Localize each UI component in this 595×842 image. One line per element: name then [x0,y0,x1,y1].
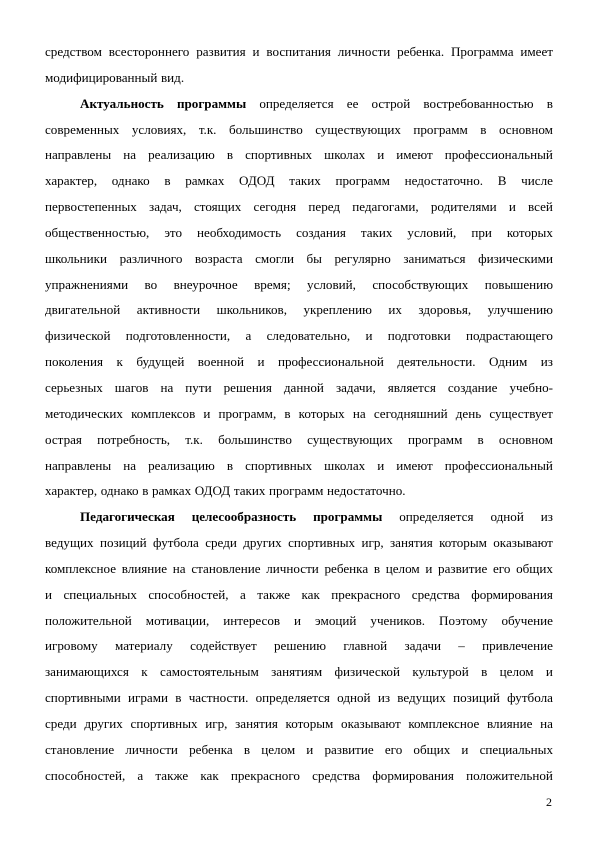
word: футбола [507,690,553,706]
word: и [45,586,53,602]
word: основном [498,431,553,447]
word: занятия [235,715,278,731]
word: школьников, [216,302,287,318]
word: всей [528,199,553,215]
word: оказывают [493,535,553,551]
word: влияние [487,715,533,731]
word: становление [191,560,261,576]
word: частности. [188,690,249,706]
word: а [137,767,144,783]
word: позиций [99,535,147,551]
word: определяется [259,95,334,111]
word: недостаточно. [327,483,406,499]
word: которым [285,715,334,731]
word: учебно- [509,379,553,395]
word: профессиональной [277,354,384,370]
word: ребенка. [397,44,445,59]
word: военной [197,354,244,370]
word: и [377,457,385,473]
word: на [123,147,137,163]
word: занятиям [271,664,323,680]
word: и [257,354,265,370]
word: В [497,173,507,189]
word: первостепенных [45,199,137,215]
word: развития [196,44,246,59]
word: других [84,715,123,731]
word: и [461,741,469,757]
word: средством [45,44,102,59]
text-line [45,401,553,427]
word: стоящих [194,199,242,215]
word: спортивных [288,535,356,551]
word: ведущих [397,690,446,706]
word: их [388,302,402,318]
word: которым [439,535,487,551]
word: профессиональный [444,457,553,473]
word: его [493,560,511,576]
word: характер, [45,173,98,189]
word: различного [119,250,183,266]
word: однако [111,173,150,189]
word: положительной [45,612,132,628]
page-number: 2 [546,795,552,809]
word: целом [499,664,534,680]
word: это [164,224,183,240]
word: культурой [412,664,469,680]
word: возраста [194,250,243,266]
word: острой [371,95,411,111]
word: занятия [389,535,433,551]
word: как [200,767,219,783]
word: основном [498,121,553,137]
word: современных [45,121,120,137]
word: в [546,95,553,111]
word: содействует [190,638,257,654]
word: недостаточно. [404,173,484,189]
text-line [45,582,553,608]
word: становление [45,741,115,757]
word: в [226,457,234,473]
word: к [116,354,123,370]
word: условиях, [131,121,187,137]
word: здоровья, [418,302,472,318]
word: физическими [478,250,553,266]
text-line [45,763,553,789]
word: решения [223,379,272,395]
word: реализацию [148,147,215,163]
word: имеют [396,147,433,163]
text-line [45,633,553,659]
word: спортивными [45,690,121,706]
word: а [245,328,252,344]
word: характер, [45,483,98,499]
word: формирования [372,767,454,783]
word: ведущих [45,535,94,551]
word: двигательной [45,302,121,318]
word: и [365,328,373,344]
word: которых [506,224,553,240]
word: общих [516,560,553,576]
bold-word: целесообразность [191,509,297,525]
word: спортивных [130,715,198,731]
word: родителями [430,199,497,215]
word: Одним [489,354,528,370]
word: и [377,147,385,163]
word: в [373,560,381,576]
word: интересов [223,612,281,628]
word: среди [45,715,77,731]
text-line [45,453,553,479]
text-line [45,323,553,349]
word: день [455,405,482,421]
word: развитие [438,560,488,576]
word: ОДОД [239,173,275,189]
text-line [45,246,553,272]
bold-word: Актуальность [80,95,164,111]
word: способностей, [148,586,229,602]
word: в [164,173,171,189]
text-line [45,39,553,65]
word: в [175,690,182,706]
word: существует [489,405,553,421]
word: способствующих [372,276,469,292]
word: определяется [255,690,330,706]
text-line [45,659,553,685]
text-line [45,427,553,453]
word: сегодня [253,199,297,215]
word: рамках [151,483,192,499]
word: позиций [453,690,500,706]
word: оказывают [341,715,401,731]
word: прекрасного [230,767,300,783]
word: на [123,457,137,473]
word: существующих [315,121,401,137]
word: спортивных [245,457,313,473]
word: физической [45,328,111,344]
word: на [540,715,553,731]
word: будущей [136,354,185,370]
word: и [508,199,516,215]
word: влияние [121,560,168,576]
word: в [284,405,291,421]
word: и [425,560,433,576]
word: общих [413,741,451,757]
word: задач, [149,199,182,215]
text-line [45,91,553,117]
word: из [540,509,553,525]
word: материалу [115,638,173,654]
word: время; [254,276,291,292]
word: является [387,379,436,395]
word: школах [324,457,366,473]
word: программ, [218,405,277,421]
word: средства [312,767,361,783]
word: условий, [407,224,457,240]
word: эмоций [315,612,357,628]
word: на [160,379,174,395]
word: поколения [45,354,104,370]
word: а [240,586,246,602]
word: в [477,431,484,447]
word: мотивации, [145,612,210,628]
text-line [45,65,553,91]
bold-word: программы [176,95,247,111]
word: т.к. [198,121,217,137]
word: решению [274,638,327,654]
word: однако [100,483,139,499]
word: которых [298,405,345,421]
text-line [45,504,553,530]
word: во [144,276,158,292]
text-line [45,272,553,298]
word: ОДОД [194,483,231,499]
word: и [252,44,260,59]
word: бы [306,250,322,266]
word: на [352,405,366,421]
word: имеет [520,44,553,59]
text-line [45,608,553,634]
word: деятельности. [397,354,476,370]
word: задачи [404,638,441,654]
word: комплексов [131,405,196,421]
word: таких [233,483,266,499]
word: реализацию [148,457,215,473]
text-line [45,375,553,401]
text-line [45,711,553,737]
word: одной [490,509,524,525]
word: потребность, [97,431,171,447]
word: сегодняшний [373,405,448,421]
bold-word: Педагогическая [80,509,175,525]
word: спортивных [245,147,313,163]
word: комплексное [45,560,117,576]
word: пути [185,379,212,395]
word: в [243,741,251,757]
word: занимающихся [45,664,129,680]
text-line [45,194,553,220]
word: его [384,741,403,757]
word: самостоятельным [159,664,259,680]
word: также [155,767,189,783]
word: т.к. [185,431,203,447]
word: рамках [185,173,225,189]
word: таких [360,224,393,240]
text-line [45,556,553,582]
word: подготовки [387,328,451,344]
word: личности [125,741,178,757]
word: школах [324,147,366,163]
word: следовательно, [266,328,351,344]
word: физической [334,664,400,680]
word: укреплению [303,302,372,318]
word: направлены [45,147,112,163]
document-body [45,39,553,788]
word: программ [407,431,463,447]
word: на [172,560,186,576]
word: формирования [471,586,553,602]
word: педагогами, [352,199,419,215]
word: комплексное [408,715,480,731]
word: игр, [361,535,384,551]
word: специальных [479,741,553,757]
word: регулярно [334,250,391,266]
word: данной [283,379,324,395]
word: в [481,664,488,680]
word: и [203,405,211,421]
text-line [45,142,553,168]
word: играми [128,690,169,706]
word: общественностью, [45,224,150,240]
word: смогли [255,250,294,266]
word: всестороннего [108,44,190,59]
bold-word: программы [313,509,383,525]
word: и [306,741,314,757]
word: способностей, [45,767,126,783]
word: профессиональный [444,147,553,163]
word: улучшению [487,302,553,318]
word: личности [337,44,391,59]
word: игр, [205,715,228,731]
word: при [471,224,492,240]
word: внеурочное [173,276,238,292]
word: в [142,483,149,499]
word: определяется [399,509,474,525]
word: – [458,638,465,654]
word: целом [261,741,296,757]
word: подрастающего [465,328,553,344]
word: числе [521,173,553,189]
word: обучение [501,612,553,628]
word: других [243,535,282,551]
word: воспитания [266,44,331,59]
word: программ [413,121,468,137]
text-line [45,685,553,711]
word: большинство [218,431,292,447]
word: Поэтому [439,612,488,628]
word: к [141,664,148,680]
word: из [377,690,391,706]
word: большинство [228,121,303,137]
word: модифицированный [45,69,158,85]
word: целом [385,560,420,576]
text-line [45,220,553,246]
word: вид. [160,69,185,85]
word: как [301,586,320,602]
word: в [480,121,487,137]
word: повышению [484,276,553,292]
word: существующих [307,431,393,447]
word: подготовленности, [125,328,231,344]
word: острая [45,431,82,447]
text-line [45,297,553,323]
word: направлены [45,457,112,473]
word: школьники [45,250,108,266]
word: необходимость [197,224,282,240]
word: игровому [45,638,98,654]
word: перед [308,199,341,215]
word: личности [266,560,319,576]
word: специальных [63,586,137,602]
word: таких [289,173,321,189]
word: развитие [324,741,374,757]
word: ее [346,95,359,111]
word: условий, [307,276,356,292]
word: программ [269,483,324,499]
text-line [45,530,553,556]
word: в [226,147,234,163]
word: также [257,586,291,602]
word: одной [337,690,371,706]
word: и [545,664,553,680]
text-line [45,737,553,763]
word: прекрасного [331,586,401,602]
text-line [45,349,553,375]
word: положительной [466,767,553,783]
word: шагов [114,379,149,395]
word: ребенка [189,741,233,757]
word: учеников. [370,612,426,628]
text-line [45,168,553,194]
word: создание [447,379,498,395]
word: методических [45,405,123,421]
word: заниматься [403,250,466,266]
text-line [45,478,553,504]
word: программ [335,173,390,189]
word: активности [136,302,201,318]
word: востребованностью [423,95,534,111]
text-line [45,117,553,143]
word: серьезных [45,379,103,395]
word: среди [205,535,237,551]
word: футбола [153,535,199,551]
word: имеют [396,457,433,473]
word: привлечение [482,638,553,654]
word: и [294,612,302,628]
word: Программа [450,44,514,59]
word: задачи, [335,379,376,395]
word: из [540,354,553,370]
word: средства [411,586,460,602]
word: упражнениями [45,276,129,292]
word: ребенка [324,560,369,576]
word: создания [296,224,346,240]
word: главной [343,638,388,654]
